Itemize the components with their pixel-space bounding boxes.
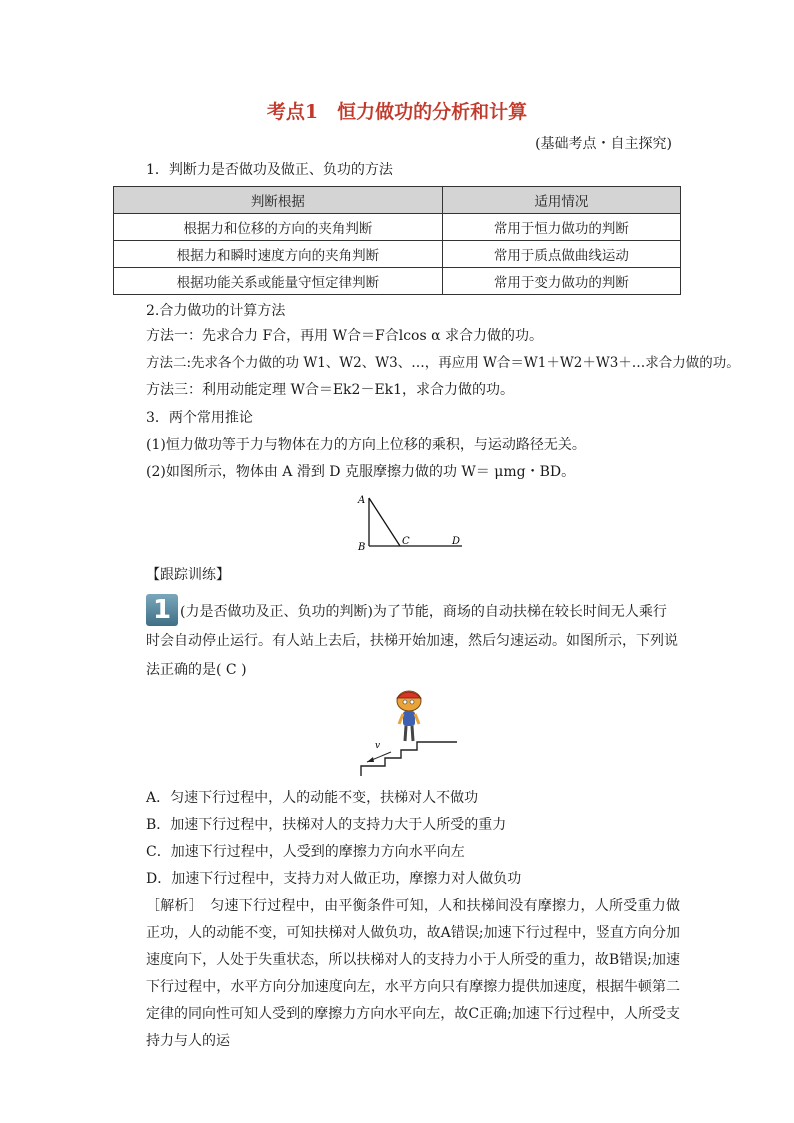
escalator-figure [355,688,465,780]
table-header-row [114,187,681,214]
label-c: C [402,536,410,547]
question-stem: (力是否做功及正、负功的判断)为了节能，商场的自动扶梯在较长时间无人乘行时会自动停止运行。有人站上去后，扶梯开始加速，然后匀速运动。如图所示，下列说法正确的是( C ) [146,604,678,678]
analysis-paragraph: ［解析］ 匀速下行过程中，由平衡条件可知，人和扶梯间没有摩擦力，人所受重力做正功，人的动能不变，可知扶梯对人做负功，故A错误;加速下行过程中，竖直方向分加速度向下，人处于失重状态，所以扶梯对人的支持力小于人所受的重力，故B错误;加速下行过程中，水平方向分加速度向左，水平方向只有摩擦力提供加速度，根据牛顿第二定律的同向性可知人受到的摩擦力方向水平向左，故C正确;加速下行过程中，人所受支持力与人的运 [146,898,680,1049]
section1-title: 1．判断力是否做功及做正、负功的方法 [146,162,393,178]
method-two: 方法二:先求各个力做的功 W1、W2、W3、…，再应用 W合＝W1＋W2＋W3＋…求合力做的功。 [146,355,740,371]
page-title: 考点1 恒力做功的分析和计算 [266,101,528,123]
table-cell: 根据力和位移的方向的夹角判断 [114,214,443,241]
section3-title: 3．两个常用推论 [146,410,253,426]
label-b: B [358,542,366,553]
section2-title: 2.合力做功的计算方法 [146,303,286,319]
corollary-two: (2)如图所示，物体由 A 滑到 D 克服摩擦力做的功 W＝ μmg・BD。 [146,464,576,480]
table-cell: 根据功能关系或能量守恒定律判断 [114,268,443,295]
corollary-one: (1)恒力做功等于力与物体在力的方向上位移的乘积，与运动路径无关。 [146,437,586,453]
question-text [146,598,680,685]
table-header-cell: 判断根据 [114,187,443,214]
method-three: 方法三：利用动能定理 W合＝Ek2－Ek1，求合力做的功。 [146,382,515,398]
option-b: B．加速下行过程中，扶梯对人的支持力大于人所受的重力 [146,817,507,833]
table-row [114,214,681,241]
velocity-label: v [375,741,381,751]
incline-slope [369,498,400,546]
velocity-arrowhead [367,757,374,762]
table-cell: 常用于质点做曲线运动 [442,241,680,268]
option-d: D．加速下行过程中，支持力对人做正功，摩擦力对人做负功 [146,871,522,887]
label-a: A [358,495,366,506]
label-d: D [452,536,461,547]
page-subtitle-tag: (基础考点・自主探究) [535,136,672,152]
option-c: C．加速下行过程中，人受到的摩擦力方向水平向左 [146,844,465,860]
method-table [113,186,681,295]
question-number-badge: 1 [146,594,178,626]
training-label: 【跟踪训练】 [146,567,230,583]
table-cell: 根据力和瞬时速度方向的夹角判断 [114,241,443,268]
table-cell: 常用于恒力做功的判断 [442,214,680,241]
incline-diagram [350,490,470,554]
table-row [114,241,681,268]
option-a: A．匀速下行过程中，人的动能不变，扶梯对人不做功 [146,790,479,806]
table-cell: 常用于变力做功的判断 [442,268,680,295]
person-figure [397,691,421,741]
table-row [114,268,681,295]
method-one: 方法一：先求合力 F合，再用 W合＝F合lcos α 求合力做的功。 [146,328,544,344]
table-header-cell: 适用情况 [442,187,680,214]
